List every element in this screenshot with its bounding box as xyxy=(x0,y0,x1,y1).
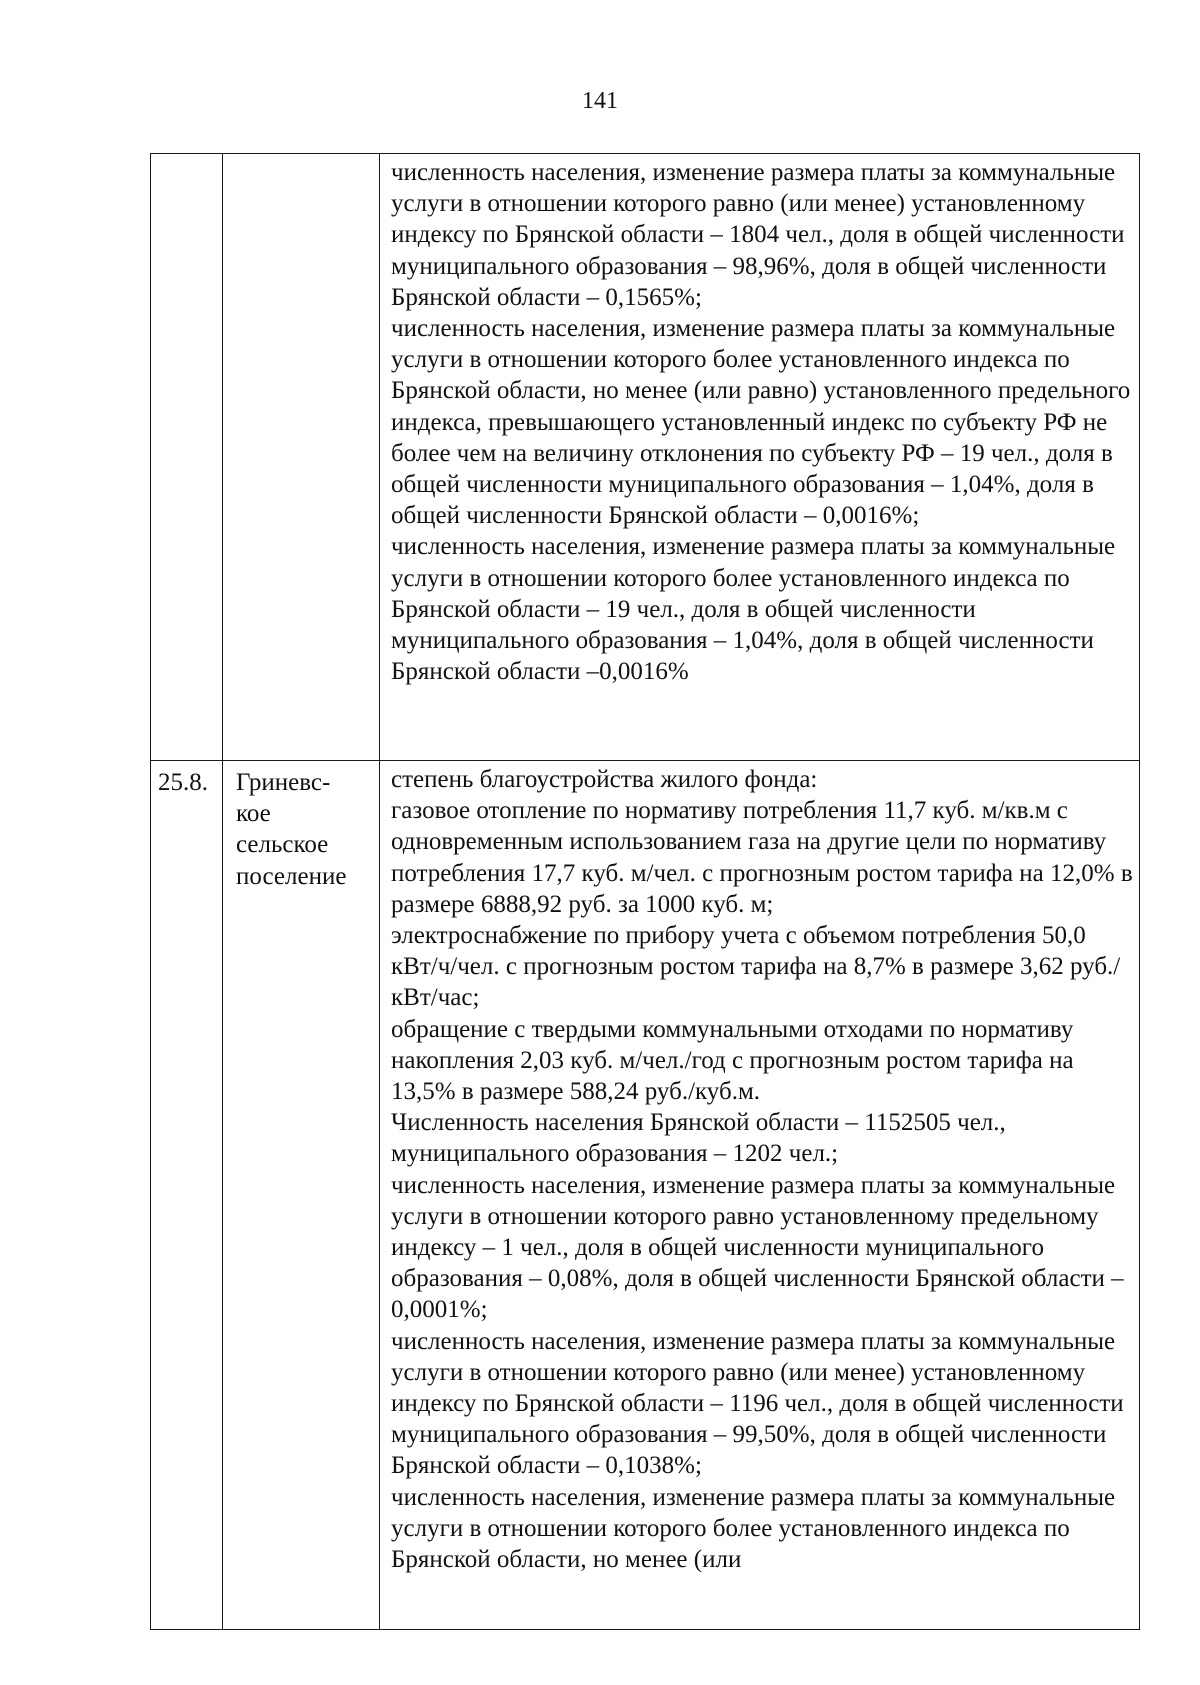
description-paragraph: численность населения, изменение размера платы за коммунальные услуги в отношении которого равно (или менее) установленному индексу по Брянской области – 1804 чел., доля в общей численности муниципального образования – 98,96%, доля в общей численности Брянской области – 0,1565%; xyxy=(391,159,1125,311)
row-number-cell xyxy=(151,154,223,761)
description-paragraph: численность населения, изменение размера платы за коммунальные услуги в отношении которого равно (или менее) установленному индексу по Брянской области – 1196 чел., доля в общей численности муниципального образования – 99,50%, доля в общей численности Брянской области – 0,1038%; xyxy=(391,1327,1124,1480)
table-row xyxy=(151,154,1140,761)
description-paragraph: численность населения, изменение размера платы за коммунальные услуги в отношении которого более установленного индекса по Брянской области, но менее (или равно) установленного предельного индекса, превышающего установленный индекс по субъекту РФ не более чем на величину отклонения по субъекту РФ – 19 чел., доля в общей численности муниципального образования – 1,04%, доля в общей численности Брянской области – 0,0016%; xyxy=(391,315,1131,530)
description-paragraph: численность населения, изменение размера платы за коммунальные услуги в отношении которого более установленного индекса по Брянской области, но менее (или xyxy=(391,1483,1116,1574)
table-row xyxy=(151,761,1140,1630)
page-number: 141 xyxy=(582,88,618,114)
document-table xyxy=(150,153,1140,1630)
description-paragraph: газовое отопление по нормативу потребления 11,7 куб. м/кв.м с одновременным использованием газа на другие цели по нормативу потребления 17,7 куб. м/чел. с прогнозным ростом тарифа на 12,0% в размере 6888,92 руб. за 1000 куб. м; xyxy=(391,797,1133,918)
description-cell xyxy=(380,761,1140,1630)
settlement-name-line: поселение xyxy=(236,862,347,890)
description-paragraph: численность населения, изменение размера платы за коммунальные услуги в отношении которого более установленного индекса по Брянской области – 19 чел., доля в общей численности муниципального образования – 1,04%, доля в общей численности Брянской области –0,0016% xyxy=(391,533,1116,686)
description-paragraph: степень благоустройства жилого фонда: xyxy=(391,766,818,793)
description-paragraph: численность населения, изменение размера платы за коммунальные услуги в отношении которого равно установленному предельному индексу – 1 чел., доля в общей численности муниципального образования – 0,08%, доля в общей численности Брянской области – 0,0001%; xyxy=(391,1171,1124,1324)
settlement-name-cell xyxy=(223,154,380,761)
settlement-name-cell xyxy=(223,761,380,1630)
settlement-name-line: кое xyxy=(236,800,271,828)
description-paragraph: электроснабжение по прибору учета с объемом потребления 50,0 кВт/ч/чел. с прогнозным ростом тарифа на 8,7% в размере 3,62 руб./кВт/час; xyxy=(391,922,1121,1012)
description-paragraph: Численность населения Брянской области – 1152505 чел., муниципального образования – 1202 чел.; xyxy=(391,1109,1006,1168)
settlement-name-line: Гриневс- xyxy=(236,769,331,796)
row-number-cell: 25.8. xyxy=(151,761,223,1630)
description-cell xyxy=(380,154,1140,761)
description-paragraph: обращение с твердыми коммунальными отходами по нормативу накопления 2,03 куб. м/чел./год с прогнозным ростом тарифа на 13,5% в размере 588,24 руб./куб.м. xyxy=(391,1015,1074,1106)
settlement-name-line: сельское xyxy=(236,831,329,859)
